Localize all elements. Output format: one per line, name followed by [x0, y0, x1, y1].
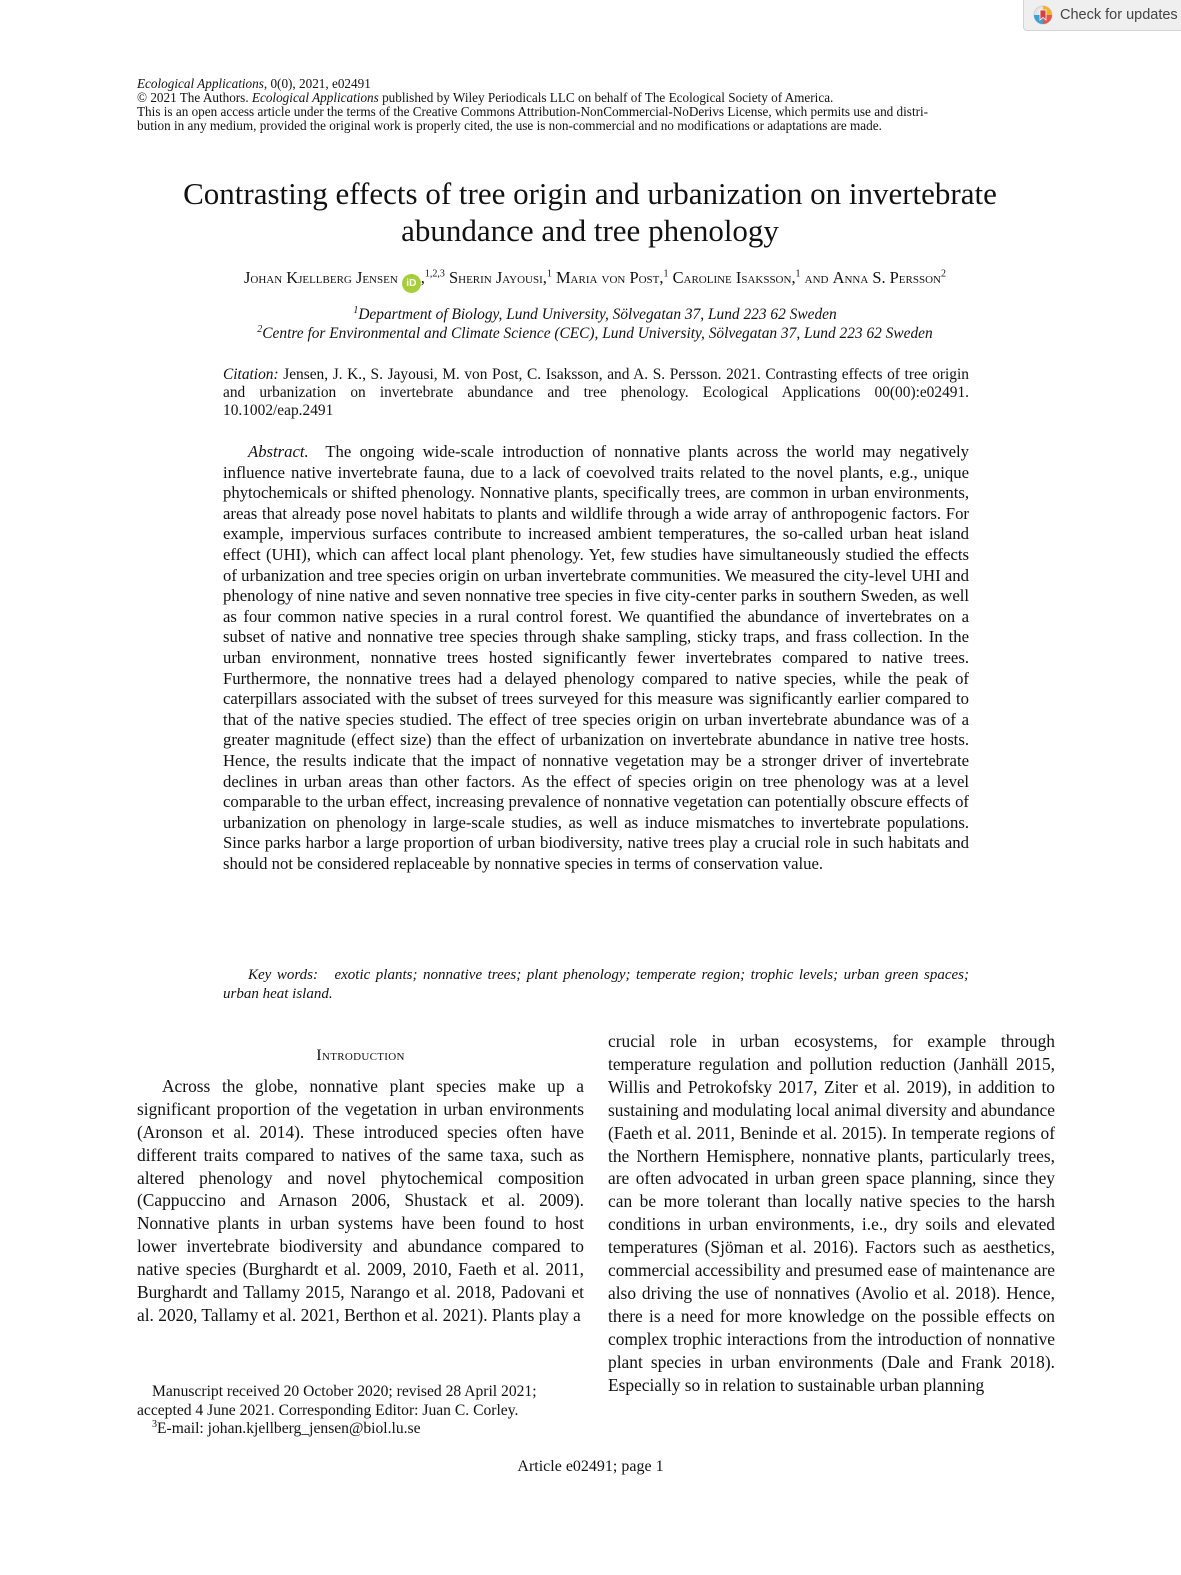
check-for-updates-button[interactable]: [1023, 0, 1181, 31]
copyright-pre: © 2021 The Authors.: [137, 90, 252, 105]
intro-left-text: Across the globe, nonnative plant species make up a significant proportion of the vegetation in urban environments (Aronson et al. 2014). These introduced species often have different traits compared to natives of the same taxa, such as altered phenology and novel phytochemical composition (Cappuccino and Arnason 2006, Shustack et al. 2009). Nonnative plants in urban systems have been found to host lower invertebrate biodiversity and abundance compared to native species (Burghardt et al. 2009, 2010, Faeth et al. 2011, Burghardt and Tallamy 2015, Narango et al. 2018, Padovani et al. 2020, Tallamy et al. 2021, Berthon et al. 2021). Plants play a: [137, 1075, 584, 1325]
affiliation-2-text: Centre for Environmental and Climate Science (CEC), Lund University, Sölvegatan 37, Lund 223 62 Sweden: [262, 325, 933, 342]
keywords-label: Key words:: [248, 967, 318, 983]
intro-right-column: [608, 1030, 1055, 1397]
journal-citation-line: [137, 77, 1057, 91]
intro-paragraph-right: crucial role in urban ecosystems, for example through temperature regulation and pollution reduction (Janhäll 2015, Willis and Petrokofsky 2017, Ziter et al. 2019), in addition to sustaining and modulating local animal diversity and abundance (Faeth et al. 2011, Beninde et al. 2015). In temperate regions of the Northern Hemisphere, nonnative plants, particularly trees, are often advocated in urban green space planning, since they can be more tolerant than locally native species to the harsh conditions in urban environments, i.e., dry soils and elevated temperatures (Sjöman et al. 2016). Factors such as aesthetics, commercial accessibility and presumed ease of maintenance are also driving the use of nonnatives (Avolio et al. 2018). Hence, there is a need for more knowledge on the possible effects on complex trophic interactions from the introduction of nonnative plant species in urban environments (Dale and Frank 2018). Especially so in relation to sustainable urban planning: [608, 1031, 1055, 1395]
footnote-email-text: E-mail: johan.kjellberg_jensen@biol.lu.se: [157, 1420, 421, 1437]
keywords: [223, 966, 969, 1004]
citation-block: [223, 366, 969, 420]
orcid-icon[interactable]: iD: [402, 274, 421, 293]
intro-left-column: [137, 1044, 584, 1327]
journal-name: Ecological Applications: [137, 76, 264, 91]
affiliation-2-num: 2: [257, 323, 263, 335]
footnote-line-2: accepted 4 June 2021. Corresponding Editor: Juan C. Corley.: [137, 1401, 519, 1419]
manuscript-footnote: [137, 1383, 597, 1439]
article-title: Contrasting effects of tree origin and urbanization on invertebrate abundance and tree phenology: [183, 176, 997, 248]
affiliations: [130, 305, 1060, 343]
author-4-affil: 1: [795, 268, 801, 280]
citation-text: Jensen, J. K., S. Jayousi, M. von Post, C. Isaksson, and A. S. Persson. 2021. Contrasting effects of tree origin and urbanization on invertebrate abundance and tree phenology. Ecological Applications 00(00):e02491. 10.1002/eap.2491: [223, 366, 969, 419]
author-1: Johan Kjellberg Jensen: [244, 268, 398, 287]
journal-header: [137, 77, 1057, 133]
author-3: Maria von Post,: [555, 268, 664, 287]
abstract: [223, 442, 969, 874]
author-2: Sherin Jayousi,: [449, 268, 547, 287]
license-line-2: bution in any medium, provided the original work is properly cited, the use is non-commercial and no modifications or adaptations are made.: [137, 118, 882, 133]
author-2-affil: 1: [546, 268, 552, 280]
license-line-1: This is an open access article under the terms of the Creative Commons Attribution-NonCommercial-NoDerivs License, which permits use and distri-: [137, 104, 929, 119]
copyright-journal: Ecological Applications: [251, 90, 379, 105]
journal-volume: , 0(0), 2021, e02491: [263, 76, 371, 91]
author-5: Anna S. Persson: [832, 268, 941, 287]
keywords-text: exotic plants; nonnative trees; plant phenology; temperate region; trophic levels; urban green spaces; urban heat island.: [223, 967, 970, 1002]
affiliation-1-text: Department of Biology, Lund University, Sölvegatan 37, Lund 223 62 Sweden: [358, 306, 837, 323]
footnote-email: [137, 1420, 597, 1439]
footnote-email-num: 3: [152, 1418, 157, 1430]
author-5-affil: 2: [940, 268, 946, 280]
citation-label: Citation:: [223, 366, 279, 383]
affiliation-2: [130, 324, 1060, 343]
copyright-post: published by Wiley Periodicals LLC on behalf of The Ecological Society of America.: [378, 90, 834, 105]
affiliation-1-num: 1: [353, 304, 359, 316]
author-list: Johan Kjellberg Jensen iD ,$^{1,2,3}$ Sherin Jayousi,$^1$ Maria von Post,$^1$ Caroline Isaksson,$^1$ and Anna S. Persson$^2$: [100, 268, 1090, 293]
abstract-label: Abstract.: [248, 442, 309, 461]
affiliation-1: [130, 305, 1060, 324]
author-1-affil: 1,2,3: [424, 268, 445, 280]
author-4: Caroline Isaksson,: [672, 268, 796, 287]
author-3-affil: 1: [663, 268, 669, 280]
author-and: and: [804, 268, 829, 287]
footnote-line-1: Manuscript received 20 October 2020; revised 28 April 2021;: [152, 1383, 537, 1400]
copyright-line: [137, 91, 1057, 105]
abstract-text: The ongoing wide-scale introduction of nonnative plants across the world may negatively influence native invertebrate fauna, due to a lack of coevolved traits related to the novel plants, e.g., unique phytochemicals or shifted phenology. Nonnative plants, specifically trees, are common in urban environments, areas that already pose novel habitats to plants and wildlife through a wide array of anthropogenic factors. For example, impervious surfaces contribute to increased ambient temperatures, the so-called urban heat island effect (UHI), which can affect local plant phenology. Yet, few studies have simultaneously studied the effects of urbanization and tree species origin on urban invertebrate communities. We measured the city-level UHI and phenology of nine native and seven nonnative tree species in five city-center parks in southern Sweden, as well as four common native species in a rural control forest. We quantified the abundance of invertebrates on a subset of native and nonnative tree species through shake sampling, sticky traps, and frass collection. In the urban environment, nonnative trees hosted significantly fewer invertebrates compared to native trees. Furthermore, the nonnative trees had a delayed phenology compared to native species, while the peak of caterpillars associated with the subset of trees surveyed for this measure was significantly earlier compared to that of the native species studied. The effect of tree species origin on urban invertebrate abundance was of a greater magnitude (effect size) than the effect of urbanization on invertebrate abundance in native tree hosts. Hence, the results indicate that the impact of nonnative vegetation may be a stronger driver of invertebrate declines in urban areas than other factors. As the effect of species origin on tree phenology was at a level comparable to the urban effect, increasing prevalence of nonnative vegetation can potentially obscure effects of urbanization on phenology in large-scale studies, as well as induce mismatches to invertebrate populations. Since parks harbor a large proportion of urban biodiversity, native trees play a crucial role in such habitats and should not be considered replaceable by nonnative species in terms of conservation value.: [223, 442, 970, 873]
crossmark-icon: [1033, 5, 1053, 25]
section-heading-introduction: Introduction: [316, 1046, 405, 1064]
intro-paragraph-left: [137, 1075, 584, 1327]
check-for-updates-label: Check for updates: [1060, 7, 1178, 23]
page-footer: Article e02491; page 1: [517, 1458, 664, 1475]
